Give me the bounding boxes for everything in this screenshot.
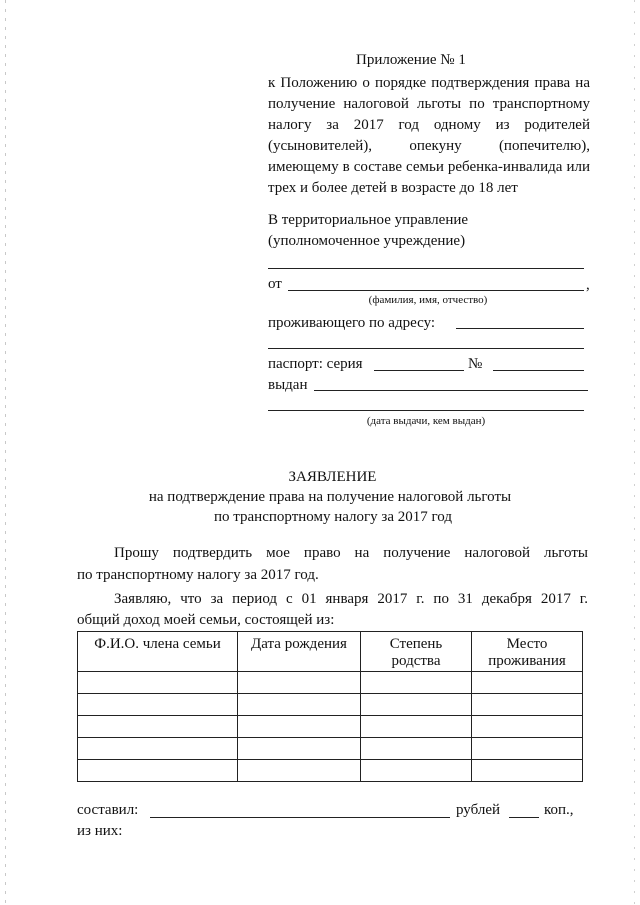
appendix-line-1: к Положению о порядке подтверждения права на <box>268 75 590 91</box>
table-cell[interactable] <box>361 694 472 716</box>
of-them-label: из них: <box>77 823 123 839</box>
appendix-line-2: получение налоговой льготы по транспортному <box>268 96 590 112</box>
issued-label: выдан <box>268 377 308 393</box>
issued-caption: (дата выдачи, кем выдан) <box>366 415 486 427</box>
table-cell[interactable] <box>361 738 472 760</box>
kopecks-field[interactable] <box>509 817 539 818</box>
table-header-row <box>78 632 583 672</box>
passport-series-label: паспорт: серия <box>268 356 363 372</box>
paragraph-2-line-2: общий доход моей семьи, состоящей из: <box>77 612 335 628</box>
issued-field-1[interactable] <box>314 390 588 391</box>
from-label: от <box>268 276 282 292</box>
paragraph-1-line-1: Прошу подтвердить мое право на получение налоговой льготы <box>114 545 588 561</box>
column-header-fio: Ф.И.О. члена семьи <box>78 632 238 672</box>
passport-series-field[interactable] <box>374 370 464 371</box>
appendix-title: Приложение № 1 <box>356 52 466 68</box>
table-cell[interactable] <box>472 672 583 694</box>
scan-edge-left <box>5 0 6 905</box>
issued-field-2[interactable] <box>268 410 584 411</box>
table-row <box>78 760 583 782</box>
table-cell[interactable] <box>78 716 238 738</box>
table-cell[interactable] <box>361 672 472 694</box>
residence-header-text: Место проживания <box>488 636 566 669</box>
table-cell[interactable] <box>78 672 238 694</box>
paragraph-2-line-1: Заявляю, что за период с 01 января 2017 г. по 31 декабря 2017 г. <box>114 591 588 607</box>
document-subtitle-1: на подтверждение права на получение налоговой льготы <box>148 489 512 505</box>
table-cell[interactable] <box>78 760 238 782</box>
column-header-birth-date: Дата рождения <box>238 632 361 672</box>
table-cell[interactable] <box>472 760 583 782</box>
composed-label: составил: <box>77 802 139 818</box>
table-cell[interactable] <box>472 694 583 716</box>
addressee-blank-line[interactable] <box>268 268 584 269</box>
fio-field[interactable] <box>288 290 584 291</box>
address-label: проживающего по адресу: <box>268 315 436 331</box>
table-cell[interactable] <box>238 738 361 760</box>
addressee-line-1: В территориальное управление <box>268 212 469 228</box>
table-row <box>78 716 583 738</box>
table-cell[interactable] <box>78 738 238 760</box>
from-comma: , <box>586 277 590 293</box>
rubles-label: рублей <box>456 802 501 818</box>
kopecks-label: коп., <box>544 802 574 818</box>
address-field-2[interactable] <box>268 348 584 349</box>
addressee-line-2: (уполномоченное учреждение) <box>268 233 466 249</box>
table-cell[interactable] <box>472 738 583 760</box>
appendix-line-6: трех и более детей в возрасте до 18 лет <box>268 180 518 196</box>
appendix-line-4: (усыновителей), опекуну (попечителю), <box>268 138 590 154</box>
table-cell[interactable] <box>238 694 361 716</box>
table-cell[interactable] <box>361 760 472 782</box>
table-cell[interactable] <box>78 694 238 716</box>
table-cell[interactable] <box>238 672 361 694</box>
address-field-1[interactable] <box>456 328 584 329</box>
family-members-table <box>77 631 583 782</box>
passport-number-field[interactable] <box>493 370 584 371</box>
appendix-line-5: имеющему в составе семьи ребенка-инвалида или <box>268 159 590 175</box>
passport-number-label: № <box>468 356 483 372</box>
column-header-residence <box>472 632 583 672</box>
column-header-relation <box>361 632 472 672</box>
table-row <box>78 694 583 716</box>
fio-caption: (фамилия, имя, отчество) <box>368 294 488 306</box>
document-subtitle-2: по транспортному налогу за 2017 год <box>214 509 452 525</box>
relation-header-text: Степень родства <box>389 636 443 669</box>
appendix-line-3: налогу за 2017 год одному из родителей <box>268 117 590 133</box>
table-cell[interactable] <box>361 716 472 738</box>
table-cell[interactable] <box>238 716 361 738</box>
table-row <box>78 672 583 694</box>
table-cell[interactable] <box>238 760 361 782</box>
paragraph-1-line-2: по транспортному налогу за 2017 год. <box>77 567 319 583</box>
table-row <box>78 738 583 760</box>
income-amount-field[interactable] <box>150 817 450 818</box>
scan-edge-right <box>634 0 635 905</box>
table-cell[interactable] <box>472 716 583 738</box>
document-title: ЗАЯВЛЕНИЕ <box>288 469 377 485</box>
